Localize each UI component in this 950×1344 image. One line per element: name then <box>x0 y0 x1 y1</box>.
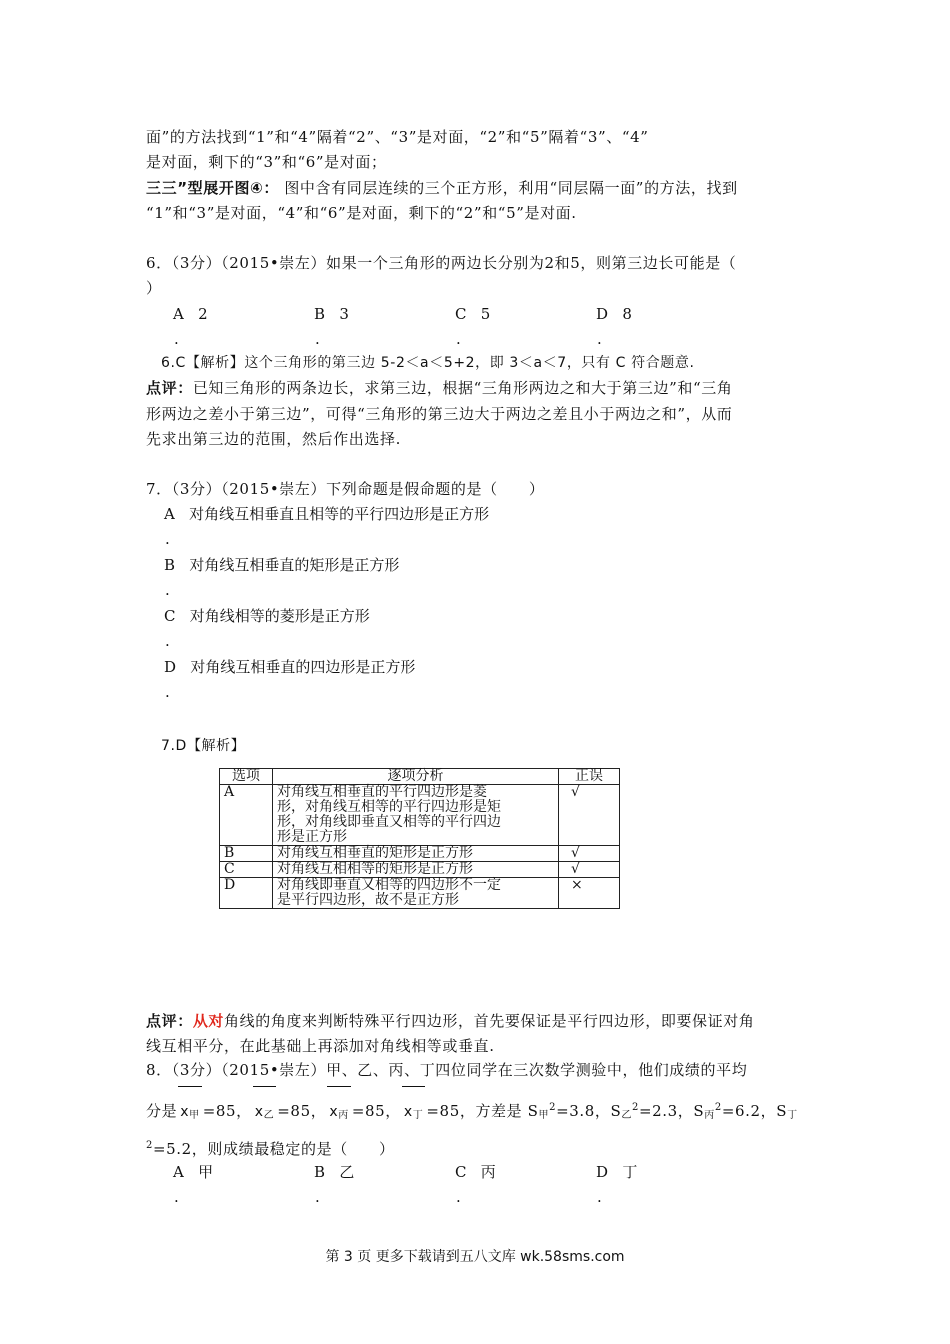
q6-answer: 6.C【解析】这个三角形的第三边 5-2＜a＜5+2，即 3＜a＜7，只有 C 符合题意. <box>161 355 695 371</box>
table-cell-option: C <box>220 862 273 878</box>
q6-comment-label: 点评： <box>146 379 193 397</box>
q8-dot-a: . <box>174 1188 179 1206</box>
table-cell-analysis: 对角线互相垂直的矩形是正方形 <box>273 846 559 862</box>
table-cell-option: D <box>220 878 273 909</box>
q8-stem-3: $^2$=5.2，则成绩最稳定的是（ ） <box>146 1140 395 1158</box>
table-header-row <box>220 769 620 785</box>
intro-bold-label: 三三”型展开图④： <box>146 179 279 197</box>
intro-line-2: 是对面，剩下的“3”和“6”是对面； <box>146 153 387 171</box>
q7-analysis-table <box>219 768 620 909</box>
table-header: 选项 <box>220 769 273 785</box>
q7-stem: 7．（3分）（2015•崇左）下列命题是假命题的是（ ） <box>146 480 545 498</box>
q6-option-c: C 5 <box>455 305 491 323</box>
q6-dot-d: . <box>597 330 602 348</box>
intro-line-1: 面”的方法找到“1”和“4”隔着“2”、“3”是对面，“2”和“5”隔着“3”、“4” <box>146 128 649 146</box>
table-cell-verdict: √ <box>559 846 620 862</box>
intro-line-4: “1”和“3”是对面，“4”和“6”是对面，剩下的“2”和“5”是对面. <box>146 204 577 222</box>
intro-line-3 <box>146 178 738 198</box>
intro-line-3-text: 图中含有同层连续的三个正方形，利用“同层隔一面”的方法，找到 <box>278 179 738 197</box>
q6-stem-2: ） <box>146 279 162 297</box>
q8-dot-c: . <box>456 1188 461 1206</box>
q8-option-a: A 甲 <box>173 1163 214 1181</box>
q8-option-c: C 丙 <box>455 1163 496 1181</box>
table-cell-analysis: 对角线互相垂直的平行四边形是菱 形，对角线互相等的平行四边形是矩 形，对角线即垂直又相等的平行四边 形是正方形 <box>273 785 559 846</box>
q8-dot-b: . <box>315 1188 320 1206</box>
q7-option-b: B 对角线互相垂直的矩形是正方形 <box>164 556 400 574</box>
mean-symbol: $x_丁$ <box>402 1082 426 1132</box>
q6-option-b: B 3 <box>314 305 349 323</box>
q7-comment-label: 点评： <box>146 1012 193 1030</box>
table-cell-analysis: 对角线即垂直又相等的四边形不一定 是平行四边形，故不是正方形 <box>273 878 559 909</box>
q6-option-d: D 8 <box>596 305 632 323</box>
q8-option-b: B 乙 <box>314 1163 355 1181</box>
q7-option-a: A 对角线互相垂直且相等的平行四边形是正方形 <box>164 505 490 523</box>
q6-dot-b: . <box>315 330 320 348</box>
table-cell-analysis: 对角线互相相等的矩形是正方形 <box>273 862 559 878</box>
q7-dot-a: . <box>165 530 170 548</box>
page-footer: 第 3 页 更多下载请到五八文库 wk.58sms.com <box>325 1249 625 1265</box>
table-row <box>220 878 620 909</box>
q8-option-d: D 丁 <box>596 1163 638 1181</box>
table-cell-option: B <box>220 846 273 862</box>
mean-symbol: $x_乙$ <box>253 1082 277 1132</box>
table-row <box>220 862 620 878</box>
q8-stem-2: 分是 $x_甲 =85$， $x_乙 =85$， $x_丙 =85$， $x_丁 =85$，方差是 $S_甲^2=3.8$，$S_乙^2=2.3$，$S_丙^2=6.2$，$S_丁$ <box>146 1082 798 1132</box>
mean-symbol: $x_丙$ <box>327 1082 351 1132</box>
mean-symbol: $x_甲$ <box>178 1082 202 1132</box>
q6-dot-a: . <box>174 330 179 348</box>
q8-stem-1: 8．（3分）（2015•崇左）甲、乙、丙、丁四位同学在三次数学测验中，他们成绩的平均 <box>146 1061 748 1079</box>
q7-comment-1: 点评：从对角线的角度来判断特殊平行四边形，首先要保证是平行四边形，即要保证对角 <box>146 1012 755 1030</box>
table-cell-verdict: √ <box>559 785 620 846</box>
q6-option-a: A 2 <box>173 305 208 323</box>
q7-option-c: C 对角线相等的菱形是正方形 <box>164 607 370 625</box>
table-cell-verdict: × <box>559 878 620 909</box>
table-header: 正误 <box>559 769 620 785</box>
q7-dot-c: . <box>165 632 170 650</box>
q7-comment-2: 线互相平分，在此基础上再添加对角线相等或垂直. <box>146 1037 495 1055</box>
q7-dot-b: . <box>165 581 170 599</box>
q7-answer: 7.D【解析】 <box>161 738 246 754</box>
table-row <box>220 846 620 862</box>
q6-comment-3: 先求出第三边的范围，然后作出选择. <box>146 430 401 448</box>
q6-stem-1: 6．（3分）（2015•崇左）如果一个三角形的两边长分别为2和5，则第三边长可能是（ <box>146 254 737 272</box>
table-cell-verdict: √ <box>559 862 620 878</box>
q7-option-d: D 对角线互相垂直的四边形是正方形 <box>164 658 416 676</box>
q6-dot-c: . <box>456 330 461 348</box>
q7-comment-highlight: 从对 <box>192 1012 225 1030</box>
table-cell-option: A <box>220 785 273 846</box>
table-header: 逐项分析 <box>273 769 559 785</box>
q6-comment-1: 点评：已知三角形的两条边长，求第三边，根据“三角形两边之和大于第三边”和“三角 <box>146 379 733 397</box>
table-row <box>220 785 620 846</box>
q7-dot-d: . <box>165 683 170 701</box>
q6-comment-2: 形两边之差小于第三边”，可得“三角形的第三边大于两边之差且小于两边之和”，从而 <box>146 405 733 423</box>
q8-dot-d: . <box>597 1188 602 1206</box>
